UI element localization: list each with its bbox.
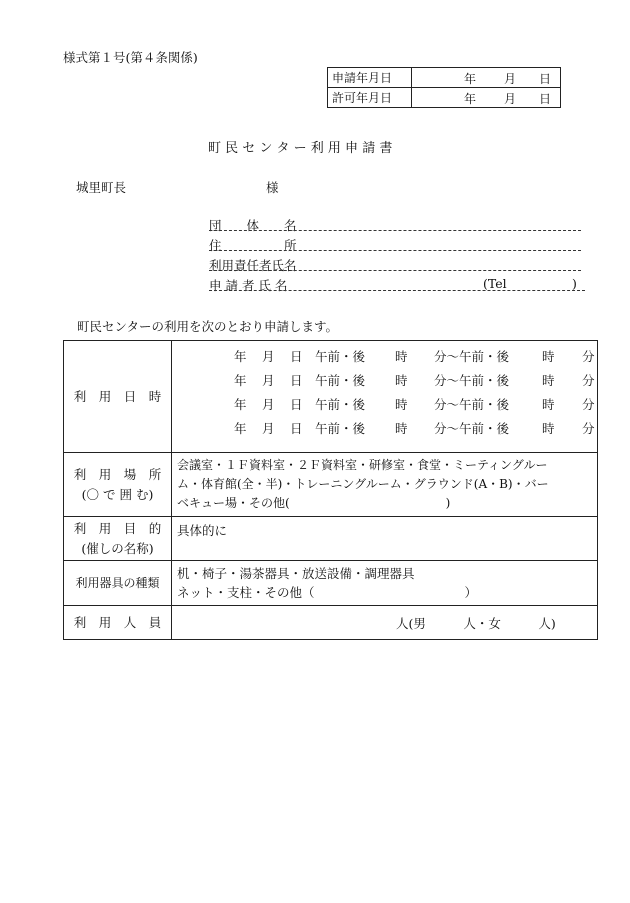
place-options-line: ベキュー場・その他( ) bbox=[177, 496, 451, 510]
application-table bbox=[63, 340, 598, 640]
place-options-line: 会議室・１Ｆ資料室・２Ｆ資料室・研修室・食堂・ミーティングルー bbox=[177, 458, 548, 472]
minute-unit: 分 bbox=[582, 373, 595, 388]
applicant-name-label: 申 請 者 氏 名 bbox=[209, 278, 288, 293]
minute-unit: 分 bbox=[582, 421, 595, 436]
month-unit: 月 bbox=[262, 397, 275, 412]
time-range-separator: 分〜午前・後 bbox=[434, 349, 510, 364]
purpose-header bbox=[64, 517, 172, 561]
day-unit: 日 bbox=[290, 349, 303, 364]
hour-unit: 時 bbox=[542, 397, 555, 412]
day-unit: 日 bbox=[290, 421, 303, 436]
equipment-options-line: ネット・支柱・その他（ ） bbox=[177, 585, 478, 600]
table-row bbox=[64, 561, 598, 606]
hour-unit: 時 bbox=[395, 397, 408, 412]
ledger-row bbox=[328, 88, 561, 108]
permission-date-field[interactable] bbox=[412, 88, 561, 108]
equipment-header: 利用器具の種類 bbox=[64, 561, 172, 606]
purpose-header-note: (催しの名称) bbox=[81, 540, 154, 556]
purpose-header-label: 利 用 目 的 bbox=[73, 520, 162, 536]
hour-unit: 時 bbox=[395, 373, 408, 388]
time-range-separator: 分〜午前・後 bbox=[434, 373, 510, 388]
ampm-start: 午前・後 bbox=[315, 421, 366, 436]
hour-unit: 時 bbox=[542, 349, 555, 364]
ledger-row bbox=[328, 68, 561, 88]
application-date-field[interactable] bbox=[412, 68, 561, 88]
hour-unit: 時 bbox=[395, 421, 408, 436]
day-unit: 日 bbox=[290, 397, 303, 412]
intro-text: 町民センターの利用を次のとおり申請します。 bbox=[77, 319, 339, 334]
datetime-row[interactable] bbox=[172, 391, 597, 415]
place-header-note: (〇 で 囲 む) bbox=[81, 486, 154, 502]
applicant-name-field[interactable] bbox=[209, 290, 585, 291]
addressee-name: 城里町長 bbox=[76, 180, 127, 195]
ampm-start: 午前・後 bbox=[315, 373, 366, 388]
purpose-field[interactable] bbox=[172, 517, 598, 561]
month-unit: 月 bbox=[262, 349, 275, 364]
datetime-row[interactable] bbox=[172, 343, 597, 367]
datetime-header: 利 用 日 時 bbox=[64, 341, 172, 453]
hour-unit: 時 bbox=[542, 421, 555, 436]
place-header-label: 利 用 場 所 bbox=[73, 466, 162, 482]
org-name-label: 団 体 名 bbox=[209, 218, 297, 233]
form-number: 様式第１号(第４条関係) bbox=[63, 50, 198, 65]
ampm-start: 午前・後 bbox=[315, 397, 366, 412]
year-unit: 年 bbox=[234, 373, 247, 388]
table-row bbox=[64, 341, 598, 453]
document-title: 町 民 セ ン タ ー 利 用 申 請 書 bbox=[208, 141, 393, 156]
org-name-field[interactable] bbox=[209, 230, 581, 231]
month-unit: 月 bbox=[262, 373, 275, 388]
equipment-options-line: 机・椅子・湯茶器具・放送設備・調理器具 bbox=[177, 566, 415, 581]
place-options-line: ム・体育館(全・半)・トレーニングルーム・グラウンド(A・B)・バー bbox=[177, 477, 549, 491]
tel-close: ) bbox=[572, 276, 577, 291]
month-unit: 月 bbox=[504, 92, 517, 106]
hour-unit: 時 bbox=[542, 373, 555, 388]
day-unit: 日 bbox=[290, 373, 303, 388]
month-unit: 月 bbox=[504, 72, 517, 86]
responsible-name-field[interactable] bbox=[209, 270, 581, 271]
date-ledger bbox=[327, 67, 561, 108]
time-range-separator: 分〜午前・後 bbox=[434, 397, 510, 412]
minute-unit: 分 bbox=[582, 349, 595, 364]
people-header: 利 用 人 員 bbox=[64, 606, 172, 640]
table-row bbox=[64, 606, 598, 640]
day-unit: 日 bbox=[539, 92, 552, 106]
place-field[interactable] bbox=[172, 453, 598, 517]
place-header bbox=[64, 453, 172, 517]
equipment-field[interactable] bbox=[172, 561, 598, 606]
day-unit: 日 bbox=[539, 72, 552, 86]
year-unit: 年 bbox=[464, 72, 477, 86]
datetime-row[interactable] bbox=[172, 415, 597, 439]
address-field[interactable] bbox=[209, 250, 581, 251]
year-unit: 年 bbox=[464, 92, 477, 106]
datetime-row[interactable] bbox=[172, 367, 597, 391]
tel-open: (Tel bbox=[483, 276, 507, 291]
address-label: 住 所 bbox=[209, 238, 297, 253]
people-field[interactable] bbox=[172, 606, 598, 640]
time-range-separator: 分〜午前・後 bbox=[434, 421, 510, 436]
permission-date-label: 許可年月日 bbox=[328, 88, 412, 108]
year-unit: 年 bbox=[234, 421, 247, 436]
application-date-label: 申請年月日 bbox=[328, 68, 412, 88]
year-unit: 年 bbox=[234, 349, 247, 364]
minute-unit: 分 bbox=[582, 397, 595, 412]
hour-unit: 時 bbox=[395, 349, 408, 364]
ampm-start: 午前・後 bbox=[315, 349, 366, 364]
addressee-honorific: 様 bbox=[266, 180, 279, 195]
year-unit: 年 bbox=[234, 397, 247, 412]
people-count-text: 人(男 人・女 人) bbox=[396, 615, 556, 631]
datetime-field[interactable] bbox=[172, 341, 598, 453]
month-unit: 月 bbox=[262, 421, 275, 436]
table-row bbox=[64, 517, 598, 561]
table-row bbox=[64, 453, 598, 517]
purpose-prompt: 具体的に bbox=[177, 523, 228, 538]
responsible-name-label: 利用責任者氏名 bbox=[209, 258, 297, 273]
